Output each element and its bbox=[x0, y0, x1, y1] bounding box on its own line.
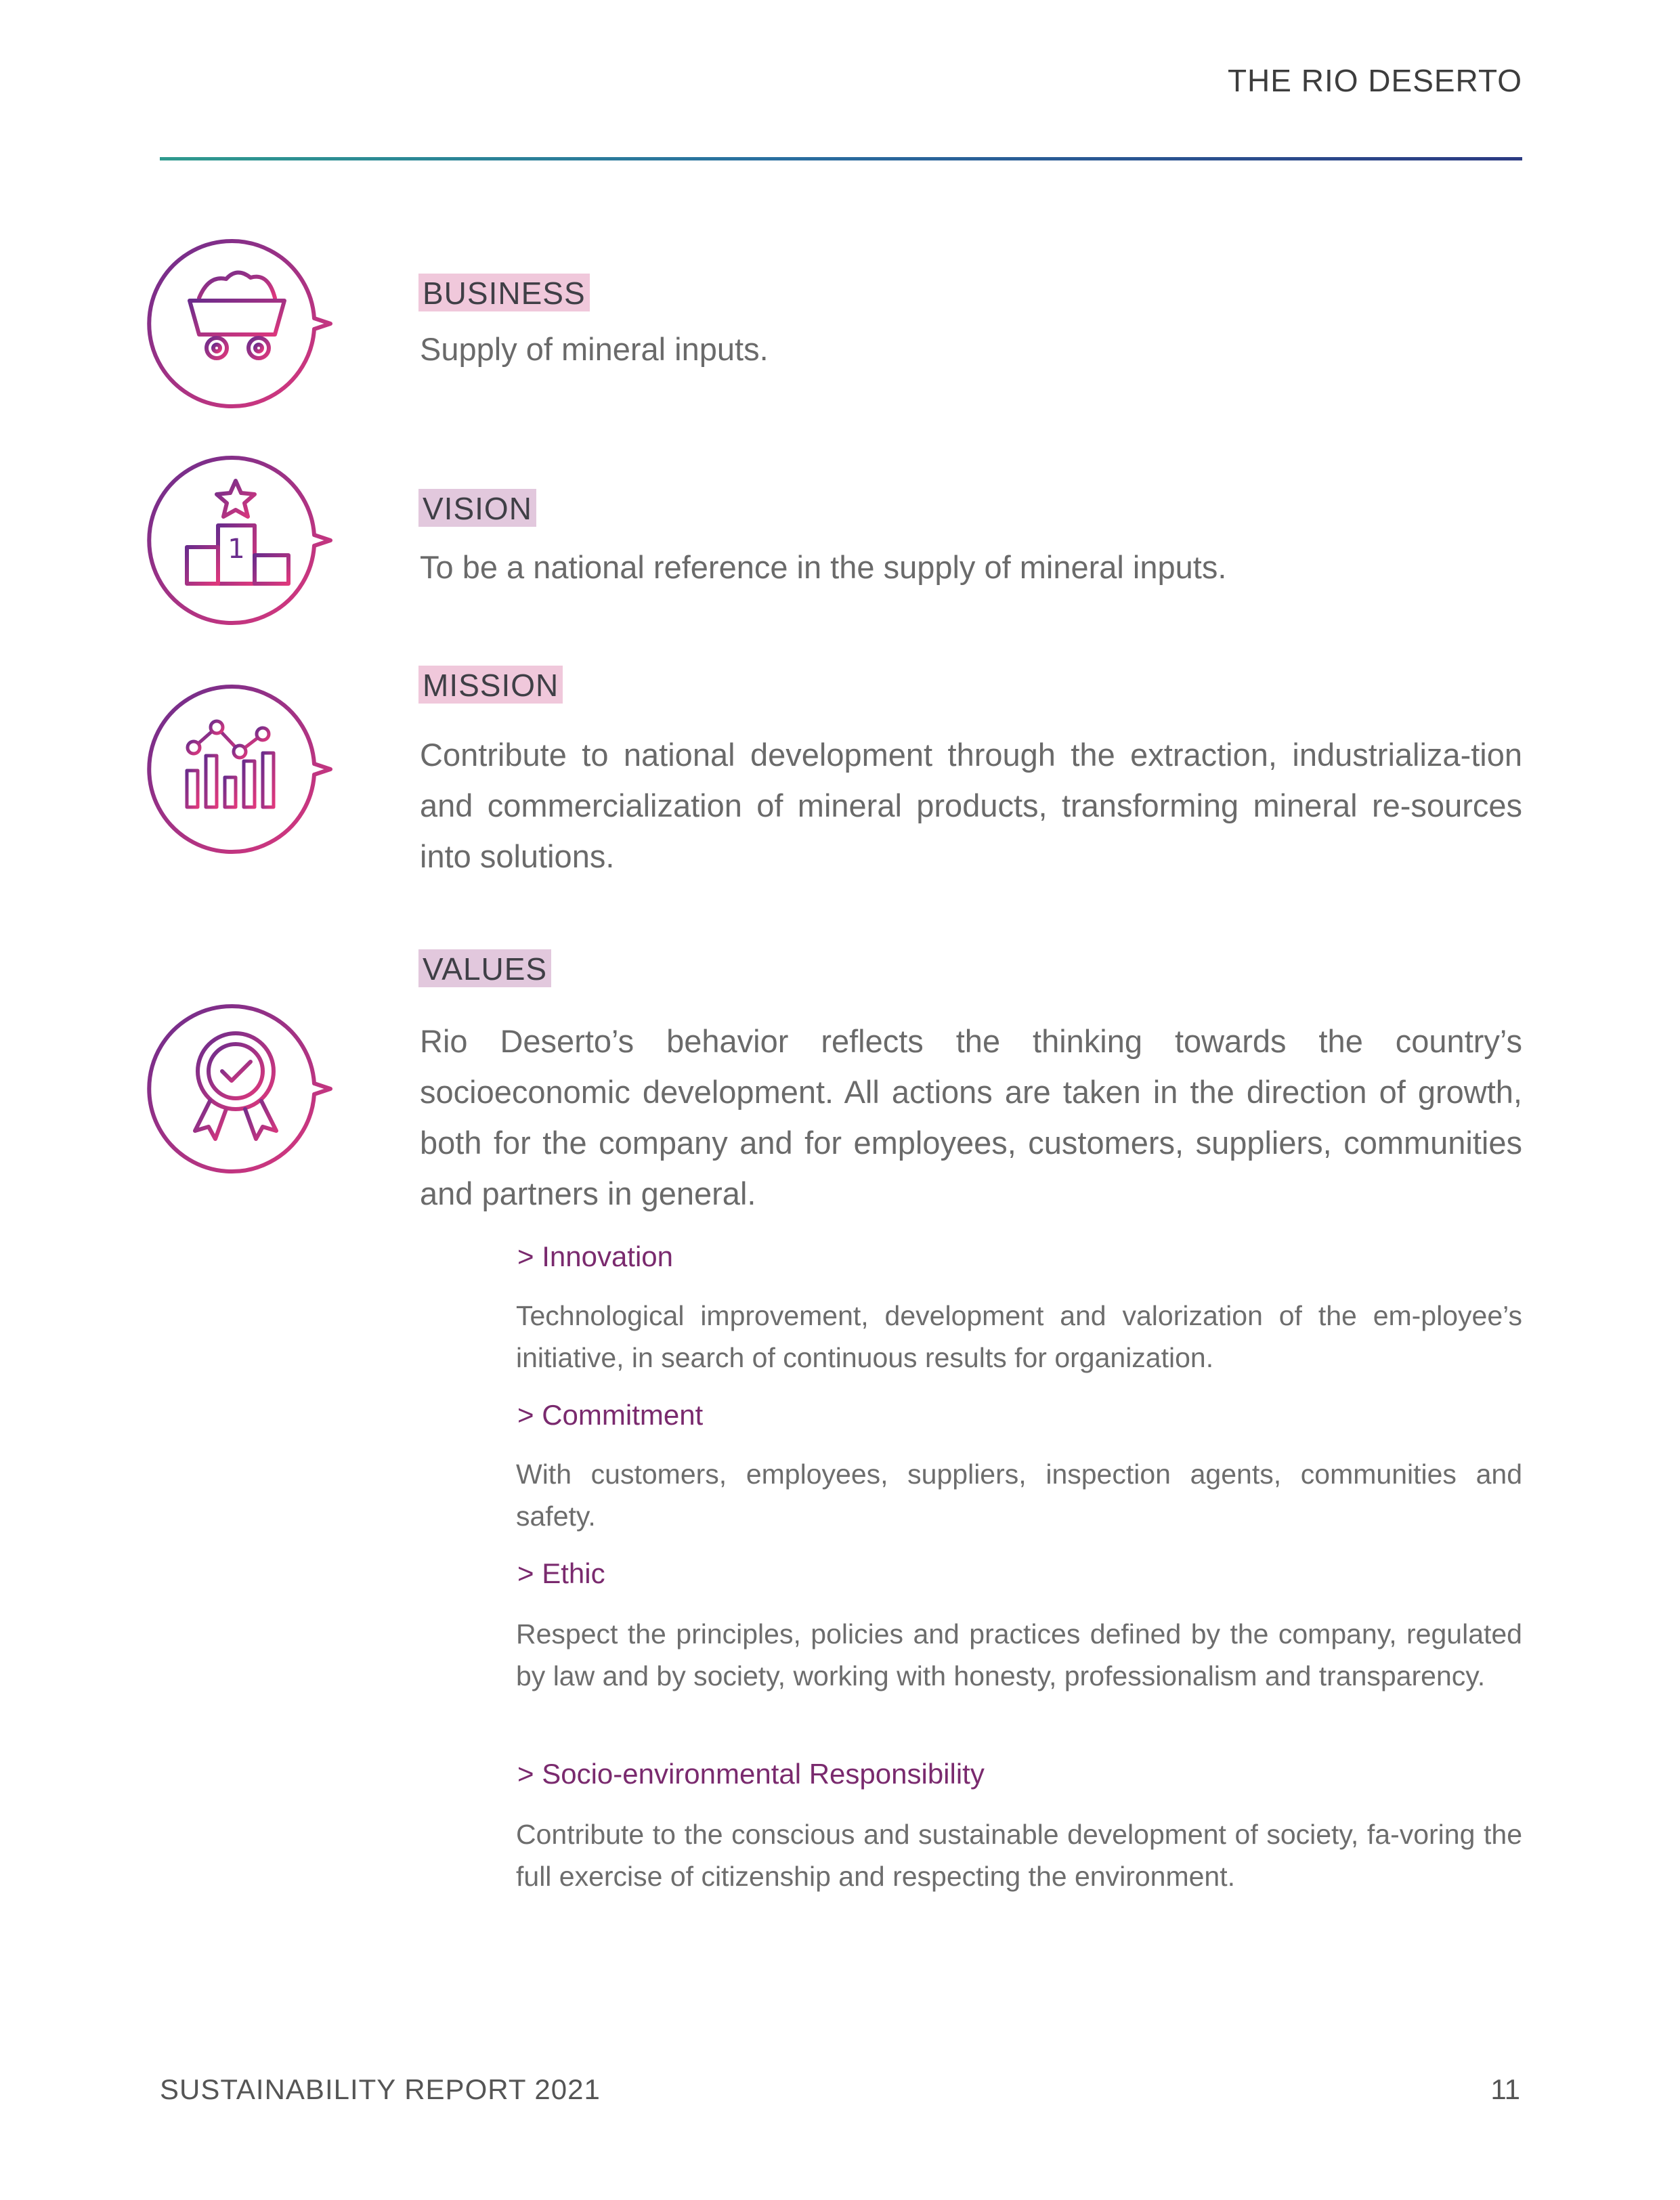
vision-label: VISION bbox=[418, 489, 536, 527]
value-title-commitment: > Commitment bbox=[517, 1399, 704, 1431]
value-title-innovation: > Innovation bbox=[517, 1241, 674, 1272]
value-text-socio-environmental: Contribute to the conscious and sustainable development of society, fa-voring the full exercise of citizenship and respecting the environment. bbox=[516, 1819, 1522, 1892]
award-badge-icon bbox=[142, 995, 345, 1178]
value-text-innovation: Technological improvement, development and valorization of the em-ployee’s initiative, in search of continuous results for organization. bbox=[516, 1300, 1522, 1373]
value-title-ethic: > Ethic bbox=[517, 1557, 605, 1589]
values-label: VALUES bbox=[418, 949, 551, 987]
business-label: BUSINESS bbox=[418, 274, 590, 311]
mission-text: Contribute to national development through the extraction, industrializa-tion and commercialization of mineral products, transforming mineral re-sources into solutions. bbox=[420, 737, 1522, 874]
values-text: Rio Deserto’s behavior reflects the thinking towards the country’s socioeconomic development. All actions are taken in the direction of growth, both for the company and for employees, customers, suppliers, communities and partners in general. bbox=[420, 1023, 1522, 1211]
running-header: THE RIO DESERTO bbox=[1227, 63, 1522, 98]
vision-text: To be a national reference in the supply of mineral inputs. bbox=[420, 549, 1227, 585]
business-text: Supply of mineral inputs. bbox=[420, 331, 769, 367]
growth-chart-icon bbox=[142, 676, 345, 859]
footer-report-title: SUSTAINABILITY REPORT 2021 bbox=[160, 2073, 601, 2105]
value-text-commitment: With customers, employees, suppliers, inspection agents, communities and safety. bbox=[516, 1459, 1522, 1532]
page-number: 11 bbox=[1490, 2073, 1520, 2105]
podium-number: 1 bbox=[228, 534, 245, 565]
mine-cart-icon bbox=[142, 230, 345, 413]
podium-star-icon bbox=[142, 447, 345, 630]
header-rule bbox=[160, 157, 1522, 160]
value-text-ethic: Respect the principles, policies and practices defined by the company, regulated by law and by society, working with honesty, professionalism and transparency. bbox=[516, 1618, 1522, 1691]
mission-label: MISSION bbox=[418, 666, 563, 704]
value-title-socio-environmental: > Socio-environmental Responsibility bbox=[517, 1758, 985, 1790]
